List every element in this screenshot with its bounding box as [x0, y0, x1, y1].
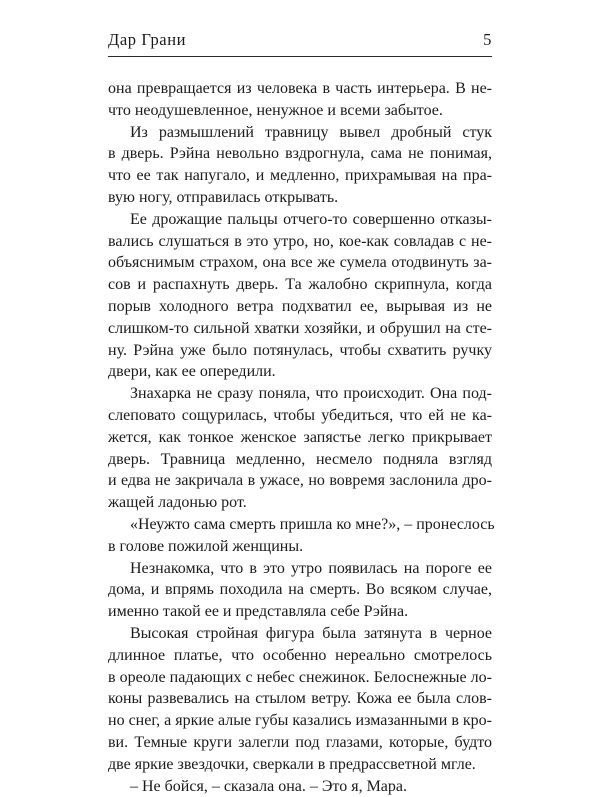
text-line: дверь. Травница медленно, несмело подняла взгляд: [108, 449, 492, 471]
paragraph: [108, 776, 492, 797]
paragraph: [108, 78, 492, 122]
text-line: в ореоле падающих с небес снежинок. Белоснежные ло-: [108, 667, 492, 689]
text-line: в голове пожилой женщины.: [108, 536, 492, 558]
text-line: – Не бойся, – сказала она. – Это я, Мара.: [108, 776, 492, 797]
text-line: «Неужто сама смерть пришла ко мне?», – пронеслось: [108, 514, 492, 536]
text-line: длинное платье, что особенно нереально смотрелось: [108, 645, 492, 667]
text-line: Незнакомка, что в это утро появилась на пороге ее: [108, 558, 492, 580]
text-line: сов и распахнуть дверь. Та жалобно скрипнула, когда: [108, 274, 492, 296]
text-line: слеповато сощурилась, чтобы убедиться, что ей не ка-: [108, 405, 492, 427]
text-line: жащей ладонью рот.: [108, 492, 492, 514]
text-line: дома, и впрямь походила на смерть. Во всяком случае,: [108, 579, 492, 601]
paragraph: [108, 514, 492, 558]
text-line: она превращается из человека в часть интерьера. В не-: [108, 78, 492, 100]
paragraph: [108, 558, 492, 623]
paragraph: [108, 209, 492, 383]
text-line: коны развевались на стылом ветру. Кожа ее была слов-: [108, 688, 492, 710]
text-line: вую ногу, отправилась открывать.: [108, 187, 492, 209]
body-text: [108, 78, 492, 797]
running-head: [108, 30, 492, 54]
header-rule: [108, 56, 492, 57]
text-line: слишком-то сильной хватки хозяйки, и обрушил на сте-: [108, 318, 492, 340]
text-line: Из размышлений травницу вывел дробный стук: [108, 122, 492, 144]
text-line: двери, как ее опередили.: [108, 361, 492, 383]
text-line: именно такой ее и представляла себе Рэйна.: [108, 601, 492, 623]
text-line: но снег, а яркие алые губы казались измазанными в кро-: [108, 710, 492, 732]
text-line: что неодушевленное, ненужное и всеми забытое.: [108, 100, 492, 122]
book-title: Дар Грани: [108, 30, 186, 50]
text-line: и едва не закричала в ужасе, но вовремя заслонила дро-: [108, 470, 492, 492]
text-line: ну. Рэйна уже было потянулась, чтобы схватить ручку: [108, 340, 492, 362]
text-line: ви. Темные круги залегли под глазами, которые, будто: [108, 732, 492, 754]
text-line: жется, как тонкое женское запястье легко прикрывает: [108, 427, 492, 449]
text-line: две яркие звездочки, сверкали в предрассветной мгле.: [108, 754, 492, 776]
page-number: 5: [483, 30, 492, 50]
paragraph: [108, 623, 492, 776]
text-line: Знахарка не сразу поняла, что происходит. Она под-: [108, 383, 492, 405]
paragraph: [108, 383, 492, 514]
text-line: Высокая стройная фигура была затянута в черное: [108, 623, 492, 645]
paragraph: [108, 122, 492, 209]
text-line: что ее так напугало, и медленно, прихрамывая на пра-: [108, 165, 492, 187]
text-line: вались слушаться в это утро, но, кое-как совладав с не-: [108, 231, 492, 253]
text-line: Ее дрожащие пальцы отчего-то совершенно отказы-: [108, 209, 492, 231]
text-line: порыв холодного ветра подхватил ее, вырывая из не: [108, 296, 492, 318]
text-line: в дверь. Рэйна невольно вздрогнула, сама не понимая,: [108, 143, 492, 165]
text-line: объяснимым страхом, она все же сумела отодвинуть за-: [108, 252, 492, 274]
